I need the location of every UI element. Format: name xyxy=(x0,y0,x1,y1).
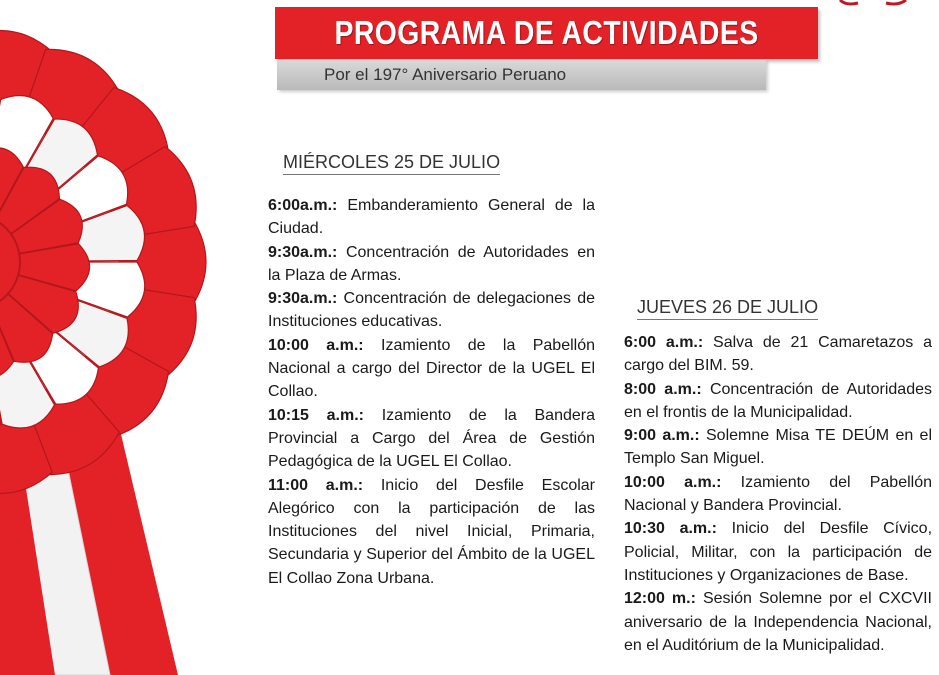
title-banner xyxy=(275,7,818,59)
page-subtitle: Por el 197° Aniversario Peruano xyxy=(324,65,567,84)
schedule-entry xyxy=(624,517,932,587)
day-heading-wednesday: MIÉRCOLES 25 DE JULIO xyxy=(283,152,500,175)
event-time: 10:30 a.m.: xyxy=(624,520,717,538)
subtitle-banner xyxy=(277,60,766,90)
event-time: 10:00 a.m.: xyxy=(268,336,364,354)
event-description: Inicio del Desfile Escolar Alegórico con la participación de las Instituciones del nivel Inicial, Primaria, Secundaria y Superior del Ámbito de la UGEL El Collao Zona Urbana. xyxy=(268,476,596,587)
schedule-entry xyxy=(624,331,932,378)
page-title: PROGRAMA DE ACTIVIDADES xyxy=(334,14,759,51)
schedule-entry xyxy=(624,471,932,518)
event-description: Concentración de delegaciones de Instituciones educativas. xyxy=(268,290,595,331)
schedule-entry xyxy=(268,404,595,474)
event-time: 6:00a.m.: xyxy=(268,197,338,214)
event-time: 10:15 a.m.: xyxy=(268,406,364,424)
schedule-wednesday xyxy=(268,194,595,590)
schedule-entry xyxy=(268,241,595,288)
event-time: 9:30a.m.: xyxy=(268,290,338,308)
schedule-entry xyxy=(268,194,595,241)
event-description: Izamiento del Pabellón Nacional y Bandera Provincial. xyxy=(624,473,932,515)
event-time: 8:00 a.m.: xyxy=(624,380,702,398)
event-description: Salva de 21 Camaretazos a cargo del BIM. 59. xyxy=(624,334,932,375)
cockade-rosette-decoration xyxy=(0,0,270,675)
event-time: 12:00 m.: xyxy=(624,590,696,608)
event-description: Concentración de Autoridades en la Plaza de Armas. xyxy=(268,243,595,284)
event-description: Inicio del Desfile Cívico, Policial, Militar, con la participación de Instituciones y Organizaciones de Base. xyxy=(624,520,933,584)
day-heading-thursday: JUEVES 26 DE JULIO xyxy=(637,297,818,320)
schedule-entry xyxy=(624,424,932,471)
schedule-thursday xyxy=(624,331,932,657)
event-time: 11:00 a.m.: xyxy=(268,476,364,494)
corner-decoration xyxy=(838,0,908,6)
schedule-entry xyxy=(268,334,595,404)
event-time: 10:00 a.m.: xyxy=(624,473,722,491)
schedule-entry xyxy=(624,587,932,657)
event-description: Izamiento de la Bandera Provincial a Cargo del Área de Gestión Pedagógica de la UGEL El Collao. xyxy=(268,406,596,471)
schedule-entry xyxy=(268,287,595,334)
event-time: 6:00 a.m.: xyxy=(624,334,704,351)
event-description: Embanderamiento General de la Ciudad. xyxy=(268,197,596,238)
event-description: Sesión Solemne por el CXCVII aniversario de la Independencia Nacional, en el Auditórium de la Municipalidad. xyxy=(624,590,932,654)
schedule-entry xyxy=(624,378,932,425)
schedule-entry xyxy=(268,474,595,590)
event-description: Concentración de Autoridades en el frontis de la Municipalidad. xyxy=(624,380,932,421)
event-time: 9:30a.m.: xyxy=(268,243,338,261)
event-description: Solemne Misa TE DEÚM en el Templo San Miguel. xyxy=(624,427,933,468)
event-time: 9:00 a.m.: xyxy=(624,427,700,445)
event-description: Izamiento de la Pabellón Nacional a cargo del Director de la UGEL El Collao. xyxy=(268,336,595,401)
